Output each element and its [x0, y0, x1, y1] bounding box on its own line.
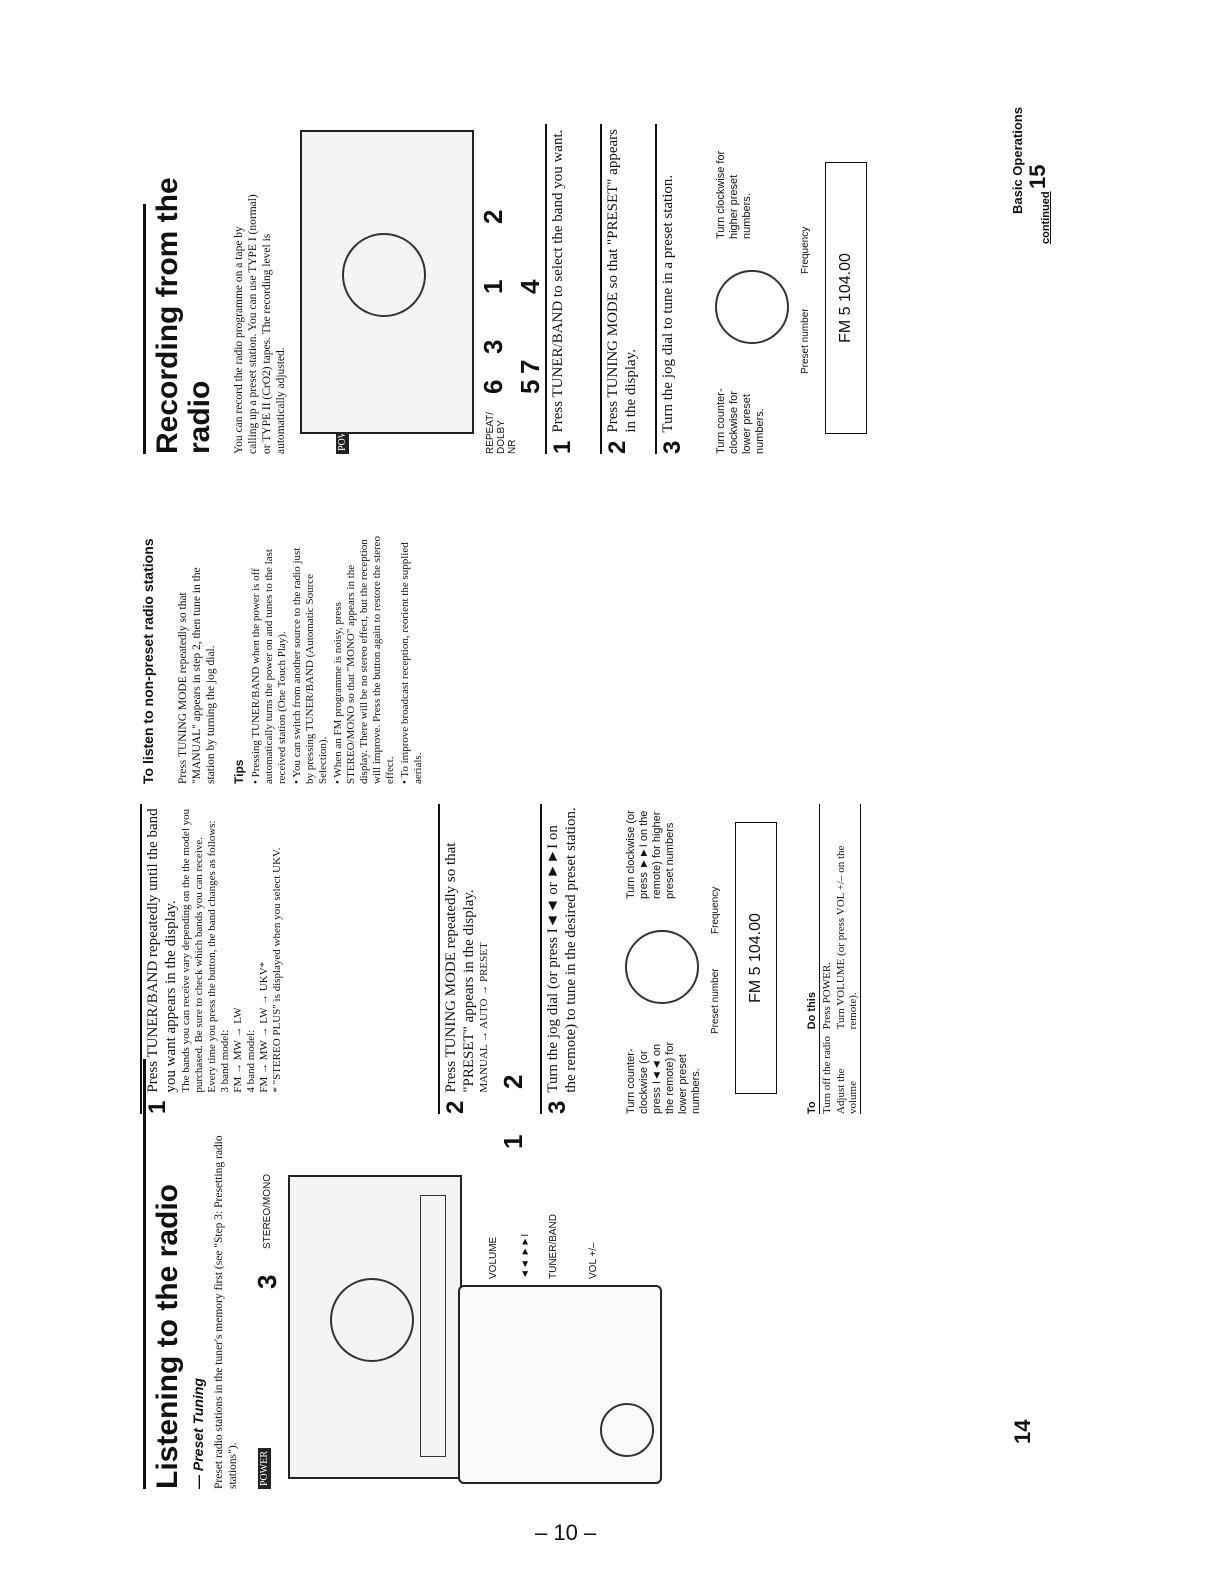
right-page-number: 15	[1025, 164, 1050, 189]
step-number: 2	[442, 1100, 469, 1114]
preset-number-label: Preset number	[710, 968, 721, 1034]
callout-4: 4	[515, 279, 545, 294]
left-intro: Preset radio stations in the tuner's memory first (see "Step 3: Presetting radio stations").	[213, 1135, 239, 1489]
table-row	[820, 804, 835, 1114]
jog-dial-icon	[342, 233, 426, 317]
right-dial-diagram	[715, 114, 875, 454]
jog-dial-icon	[330, 1278, 414, 1362]
tip-item: • You can switch from another source to the radio just by pressing TUNER/BAND (Automatic Source Selection).	[291, 547, 329, 784]
power-label: POWER	[258, 1448, 271, 1489]
step-number: 1	[549, 440, 576, 454]
table-cell: Turn off the radio	[821, 1036, 833, 1114]
continued-label: continued	[1040, 191, 1052, 244]
callout-1: 1	[478, 279, 508, 294]
remote-control	[458, 1285, 662, 1484]
left-dial-diagram	[625, 794, 795, 1114]
step-number: 3	[544, 1100, 571, 1114]
callout-5: 5	[515, 379, 545, 394]
callout-7: 7	[515, 359, 545, 374]
title-rule	[143, 204, 146, 454]
dial-right-text: Turn clockwise for higher preset numbers.	[715, 150, 753, 239]
callout-2: 2	[478, 209, 508, 224]
tape-deck-icon	[420, 1195, 446, 1457]
table-header: Do this	[806, 992, 818, 1030]
frequency-label: Frequency	[710, 886, 721, 934]
step-detail: The bands you can receive vary depending on the the model you purchased. Be sure to check which bands you can receive.	[180, 808, 205, 1093]
stereo-unit	[288, 1175, 462, 1479]
callout-6: 6	[478, 379, 508, 394]
callout-1: 1	[498, 1134, 528, 1149]
footer-page-number: – 10 –	[535, 1520, 597, 1545]
title-rule	[143, 1059, 146, 1489]
tuner-band-label: TUNER/BAND	[548, 1213, 559, 1279]
tip-item: • To improve broadcast reception, reorient the supplied aerials.	[399, 542, 424, 784]
frequency-label: Frequency	[800, 226, 811, 274]
step-text: Press TUNING MODE so that "PRESET" appears in the display.	[605, 129, 639, 433]
middle-title: To listen to non-preset radio stations	[140, 538, 156, 784]
seq1-label: 3 band model:	[219, 1029, 231, 1093]
left-step-2	[438, 804, 491, 1114]
remote-dpad-icon	[600, 1403, 654, 1457]
step-seq: MANUAL → AUTO → PRESET	[478, 942, 490, 1093]
step-note: * "STEREO PLUS" is displayed when you select UKV.	[271, 847, 283, 1093]
left-subtitle: — Preset Tuning	[190, 1378, 206, 1489]
step-text: Turn the jog dial to tune in a preset station.	[660, 174, 676, 433]
seq2-label: 4 band model:	[245, 1029, 257, 1093]
tip-item: • When an FM programme is noisy, press STEREO/MONO so that "MONO" appears in the display. There will be no stereo effect, but the reception will improve. Press the button again to restore the stereo effect.	[332, 535, 396, 784]
right-step-1	[545, 124, 577, 454]
operations-table	[805, 804, 861, 1114]
display-readout: FM 5 104.00	[735, 822, 777, 1094]
preset-number-label: Preset number	[800, 308, 811, 374]
seq1: FM → MW → LW	[232, 1007, 244, 1093]
jog-dial-icon	[715, 270, 789, 344]
right-intro: You can record the radio programme on a tape by calling up a preset station. You can use TYPE I (normal) or TYPE II (CrO2) tapes. The recording level is automatically adjusted.	[233, 194, 287, 454]
stereo-mono-label: STEREO/MONO	[262, 1173, 273, 1249]
section-header: Basic Operations	[1010, 107, 1025, 214]
callout-2: 2	[498, 1074, 528, 1089]
vol-label: VOL +/–	[588, 1242, 599, 1279]
jog-dial-icon	[625, 930, 699, 1004]
tip-item: • Pressing TUNER/BAND when the power is off automatically turns the power on and tunes to the last received station (One Touch Play).	[250, 549, 288, 784]
step-number: 1	[144, 1100, 171, 1114]
left-step-1	[140, 804, 284, 1114]
table-cell: Adjust the volume	[835, 1068, 859, 1114]
tips-list	[250, 534, 427, 784]
left-step-3	[540, 804, 580, 1114]
step-text: Press TUNER/BAND to select the band you want.	[550, 129, 566, 433]
table-header: To	[806, 1101, 818, 1114]
dial-left-text: Turn counter-clockwise for lower preset numbers.	[715, 388, 766, 454]
callout-3: 3	[478, 339, 508, 354]
dial-right-text: Turn clockwise (or press ►►I on the remote) for higher preset numbers	[625, 810, 676, 899]
step-number: 2	[604, 440, 631, 454]
stereo-unit	[300, 130, 474, 434]
right-step-2	[600, 124, 640, 454]
volume-label: VOLUME	[488, 1236, 499, 1279]
step-text: Press TUNING MODE repeatedly so that "PRESET" appears in the display.	[443, 842, 477, 1093]
left-device-figure	[252, 1049, 678, 1489]
table-row	[834, 804, 861, 1114]
left-title: Listening to the radio	[151, 1184, 184, 1489]
seq2: FM → MW → LW → UKV*	[258, 961, 270, 1093]
skip-label: ◄◄ ►►I	[520, 1233, 531, 1279]
dial-left-text: Turn counter-clockwise (or press I◄◄ on the remote) for lower preset numbers.	[625, 1041, 702, 1114]
right-step-3	[655, 124, 687, 454]
repeat-label: REPEAT/ DOLBY NR	[485, 411, 518, 454]
middle-body: Press TUNING MODE repeatedly so that "MANUAL" appears in step 2, then tune in the station by turning the jog dial.	[177, 567, 217, 784]
step-number: 3	[659, 440, 686, 454]
step-detail-2: Every time you press the button, the band changes as follows:	[206, 820, 218, 1093]
callout-3: 3	[252, 1274, 282, 1289]
left-page-number: 14	[1010, 1419, 1035, 1444]
step-text: Turn the jog dial (or press I◄◄ or ►►I on the remote) to tune in the desired preset station.	[545, 807, 579, 1093]
display-readout: FM 5 104.00	[825, 162, 867, 434]
table-cell: Press POWER.	[821, 962, 833, 1030]
table-cell: Turn VOLUME (or press VOL +/– on the remote).	[835, 845, 859, 1030]
tips-title: Tips	[232, 759, 246, 784]
right-title: Recording from the radio	[151, 177, 216, 454]
step-text: Press TUNER/BAND repeatedly until the band you want appears in the display.	[145, 808, 179, 1093]
